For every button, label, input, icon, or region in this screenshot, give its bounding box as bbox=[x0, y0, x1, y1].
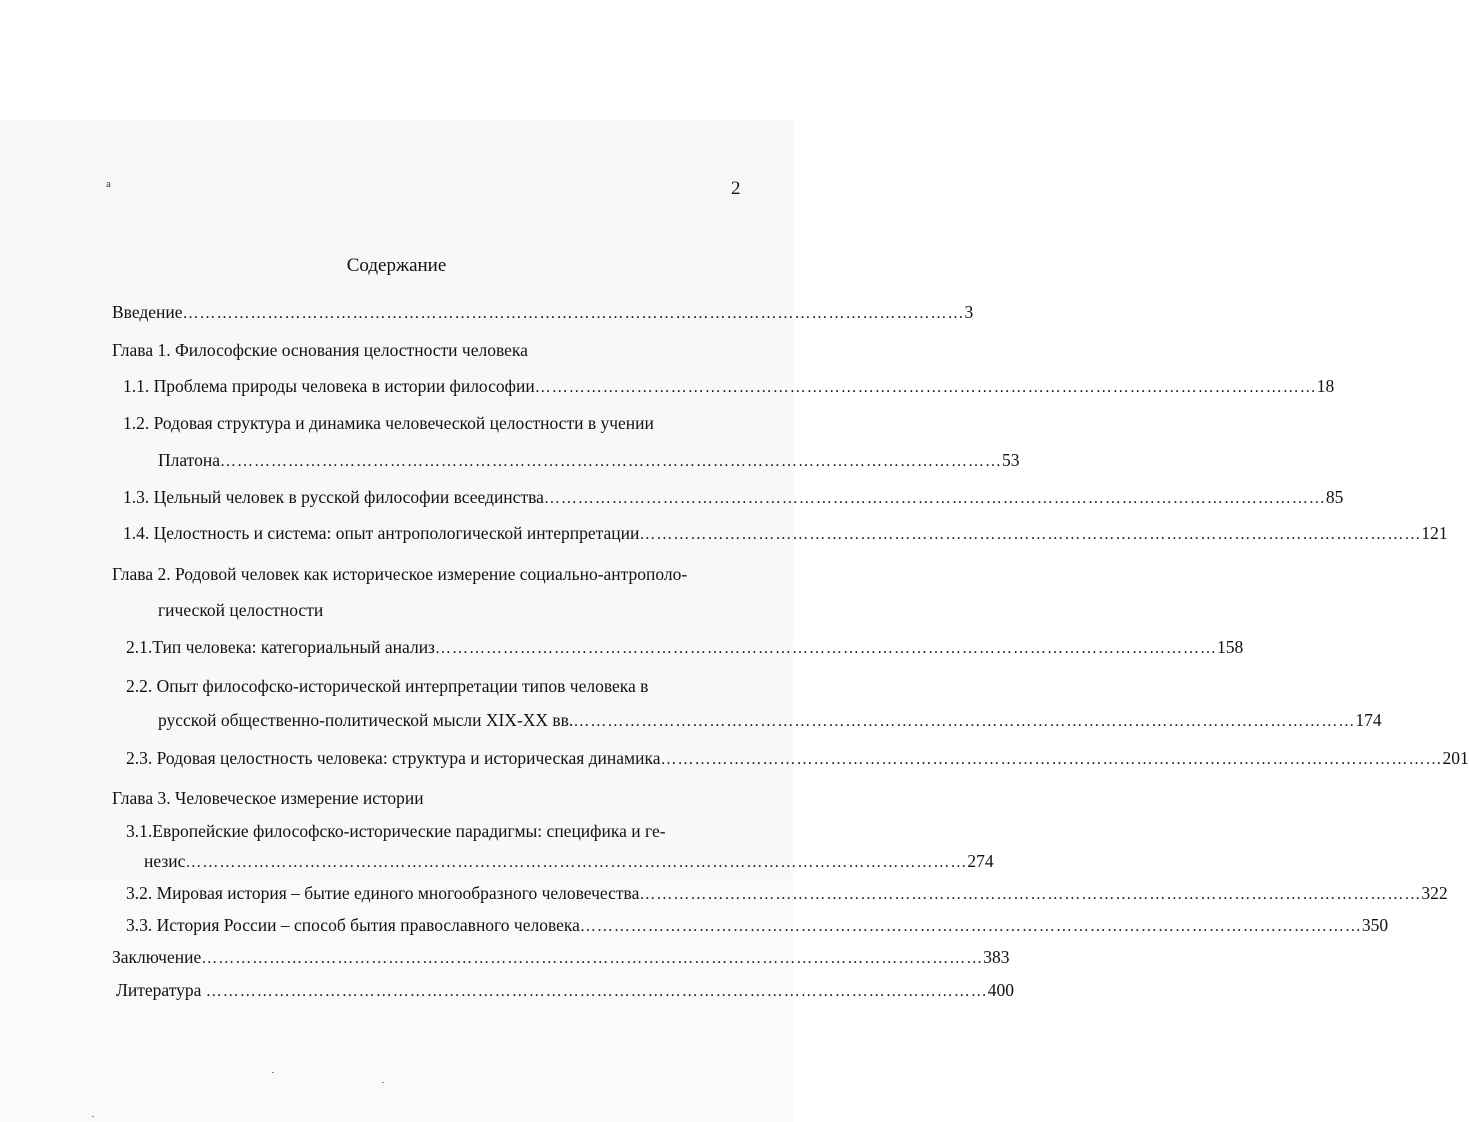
toc-entry-page: 3 bbox=[964, 302, 974, 322]
toc-chapter-1[interactable]: Глава 1. Философские основания целостности человека bbox=[112, 340, 528, 360]
page-number: 2 bbox=[731, 178, 741, 199]
toc-entry-text: Платона bbox=[158, 450, 220, 470]
toc-entry-text: незис bbox=[144, 851, 186, 871]
toc-chapter-3[interactable]: Глава 3. Человеческое измерение истории bbox=[112, 788, 424, 808]
toc-entry-3-2[interactable] bbox=[126, 880, 1448, 906]
toc-entry-page: 18 bbox=[1316, 376, 1335, 396]
toc-entry-2-3[interactable] bbox=[126, 745, 1469, 771]
toc-entry-2-2-line2[interactable] bbox=[158, 707, 1382, 733]
dot-leader: ………………………………………………………………………………………………………………………… bbox=[639, 526, 1422, 543]
dot-leader: ………………………………………………………………………………………………………………………… bbox=[220, 453, 1002, 470]
dot-leader: ………………………………………………………………………………………………………………………… bbox=[579, 918, 1362, 935]
toc-entry-page: 322 bbox=[1421, 883, 1448, 903]
toc-entry-page: 400 bbox=[987, 980, 1015, 1000]
toc-entry-text: Литература bbox=[116, 980, 206, 1000]
toc-entry-1-2-line1[interactable]: 1.2. Родовая структура и динамика человеческой целостности в учении bbox=[123, 413, 654, 433]
dot-leader: ………………………………………………………………………………………………………………………… bbox=[185, 854, 968, 871]
toc-entry-3-3[interactable] bbox=[126, 912, 1389, 938]
toc-entry-text: 2.1.Тип человека: категориальный анализ bbox=[126, 637, 435, 657]
dot-leader: ………………………………………………………………………………………………………………………… bbox=[573, 713, 1356, 730]
toc-chapter-2-line1[interactable]: Глава 2. Родовой человек как историческое измерение социально-антрополо- bbox=[112, 564, 688, 584]
toc-entry-text: 1.3. Цельный человек в русской философии всеединства bbox=[123, 487, 544, 507]
toc-chapter-2-line2[interactable]: гической целостности bbox=[158, 600, 324, 620]
toc-entry-page: 201 bbox=[1442, 748, 1469, 768]
scan-speck bbox=[92, 1116, 94, 1117]
dot-leader: ………………………………………………………………………………………………………………………… bbox=[534, 379, 1317, 396]
toc-entry-2-2-line1[interactable]: 2.2. Опыт философско-исторической интерпретации типов человека в bbox=[126, 676, 649, 696]
toc-entry-text: 1.1. Проблема природы человека в истории философии bbox=[123, 376, 535, 396]
toc-entry-literature[interactable] bbox=[116, 977, 1015, 1003]
scan-speck bbox=[382, 1082, 384, 1083]
toc-entry-text: 2.3. Родовая целостность человека: структура и историческая динамика bbox=[126, 748, 661, 768]
dot-leader: ………………………………………………………………………………………………………………………… bbox=[543, 490, 1326, 507]
dot-leader: ………………………………………………………………………………………………………………………… bbox=[639, 886, 1422, 903]
toc-entry-3-1-line1[interactable]: 3.1.Европейские философско-исторические парадигмы: специфика и ге- bbox=[126, 821, 666, 841]
scan-speck bbox=[272, 1072, 274, 1073]
toc-entry-text: 3.2. Мировая история – бытие единого многообразного человечества bbox=[126, 883, 640, 903]
toc-entry-text: 3.3. История России – способ бытия православного человека bbox=[126, 915, 580, 935]
toc-entry-2-1[interactable] bbox=[126, 634, 1244, 660]
toc-title: Содержание bbox=[346, 255, 447, 276]
dot-leader: ………………………………………………………………………………………………………………………… bbox=[201, 950, 984, 967]
toc-entry-text: Введение bbox=[112, 302, 183, 322]
dot-leader: ………………………………………………………………………………………………………………………… bbox=[182, 305, 965, 322]
toc-entry-1-2-line2[interactable] bbox=[158, 447, 1020, 473]
toc-entry-page: 174 bbox=[1355, 710, 1382, 730]
toc-entry-1-1[interactable] bbox=[123, 373, 1335, 399]
toc-entry-text: 1.4. Целостность и система: опыт антропологической интерпретации bbox=[123, 523, 640, 543]
toc-entry-text: Заключение bbox=[112, 947, 202, 967]
toc-entry-page: 274 bbox=[967, 851, 994, 871]
toc-entry-page: 383 bbox=[983, 947, 1010, 967]
toc-entry-3-1-line2[interactable] bbox=[144, 848, 994, 874]
toc-entry-intro[interactable] bbox=[112, 299, 974, 325]
toc-entry-text: русской общественно-политической мысли XIX-XX вв. bbox=[158, 710, 574, 730]
toc-entry-1-3[interactable] bbox=[123, 484, 1344, 510]
toc-entry-page: 53 bbox=[1002, 450, 1020, 470]
toc-entry-page: 158 bbox=[1216, 637, 1244, 657]
toc-entry-page: 350 bbox=[1361, 915, 1389, 935]
toc-entry-page: 85 bbox=[1325, 487, 1344, 507]
toc-entry-page: 121 bbox=[1421, 523, 1448, 543]
toc-entry-1-4[interactable] bbox=[123, 520, 1448, 546]
dot-leader: ………………………………………………………………………………………………………………………… bbox=[660, 751, 1443, 768]
dot-leader: ………………………………………………………………………………………………………………………… bbox=[205, 983, 988, 1000]
corner-mark: а bbox=[106, 178, 111, 190]
toc-entry-conclusion[interactable] bbox=[112, 944, 1010, 970]
dot-leader: ………………………………………………………………………………………………………………………… bbox=[434, 640, 1217, 657]
